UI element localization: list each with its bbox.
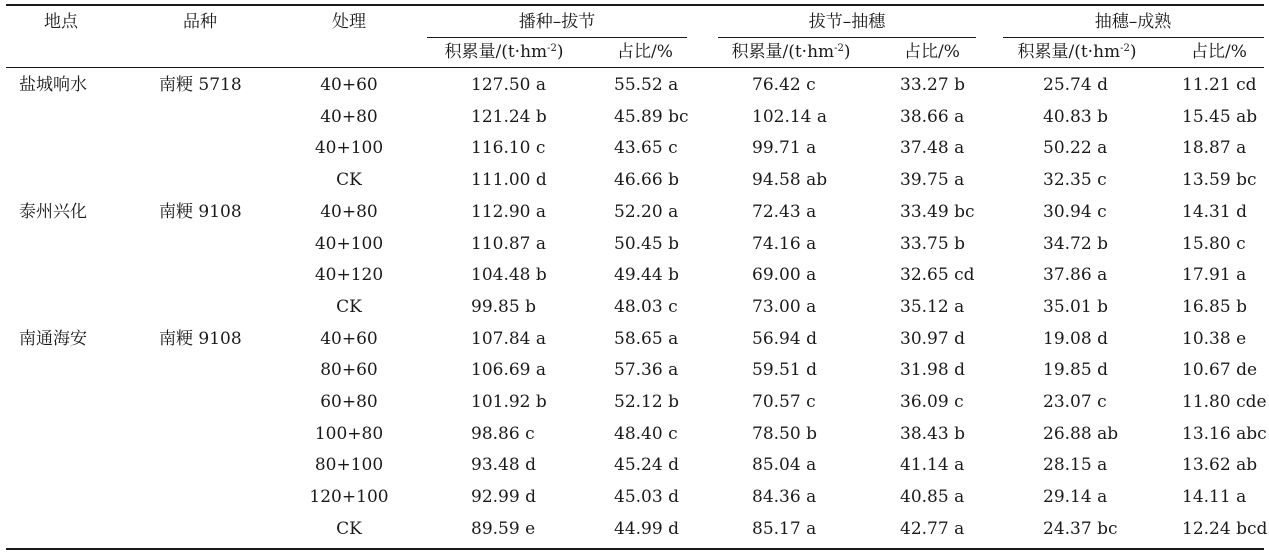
ratio-heading-maturity-cell: 12.24 bcd (1182, 519, 1268, 539)
header-variety: 品种 (183, 12, 217, 32)
accum-heading-maturity-cell: 19.85 d (1043, 360, 1108, 380)
ratio-sowing-jointing-cell: 55.52 a (614, 75, 679, 95)
ratio-jointing-heading-cell: 33.75 b (900, 234, 965, 254)
accum-heading-maturity-cell: 50.22 a (1043, 138, 1108, 158)
accum-sowing-jointing-cell: 99.85 b (471, 297, 536, 317)
accum-sowing-jointing-cell: 98.86 c (471, 424, 535, 444)
ratio-heading-maturity-cell: 16.85 b (1182, 297, 1247, 317)
treatment-cell: CK (336, 519, 362, 539)
accum-sowing-jointing-cell: 89.59 e (471, 519, 536, 539)
accum-heading-maturity-cell: 29.14 a (1043, 487, 1108, 507)
treatment-cell: 60+80 (320, 392, 378, 412)
ratio-sowing-jointing-cell: 45.03 d (614, 487, 679, 507)
accum-heading-maturity-cell: 37.86 a (1043, 265, 1108, 285)
accum-jointing-heading-cell: 85.17 a (752, 519, 817, 539)
accum-heading-maturity-cell: 25.74 d (1043, 75, 1108, 95)
accum-heading-maturity-cell: 32.35 c (1043, 170, 1107, 190)
ratio-heading-maturity-cell: 13.59 bc (1182, 170, 1257, 190)
location-label-2: 泰州兴化 (19, 202, 87, 222)
accum-sowing-jointing-cell: 121.24 b (471, 107, 547, 127)
treatment-cell: 80+60 (320, 360, 378, 380)
ratio-jointing-heading-cell: 37.48 a (900, 138, 965, 158)
treatment-cell: CK (336, 297, 362, 317)
ratio-sowing-jointing-cell: 48.40 c (614, 424, 678, 444)
ratio-jointing-heading-cell: 38.66 a (900, 107, 965, 127)
header-rule (6, 67, 1264, 68)
accum-jointing-heading-cell: 76.42 c (752, 75, 816, 95)
accum-jointing-heading-cell: 74.16 a (752, 234, 817, 254)
ratio-heading-maturity-cell: 13.16 abc (1182, 424, 1267, 444)
accum-sowing-jointing-cell: 92.99 d (471, 487, 536, 507)
ratio-jointing-heading-cell: 39.75 a (900, 170, 965, 190)
accum-jointing-heading-cell: 99.71 a (752, 138, 817, 158)
subheader-ratio-2: 占比/% (904, 42, 960, 62)
treatment-cell: 40+100 (314, 234, 384, 254)
ratio-heading-maturity-cell: 11.80 cde (1182, 392, 1267, 412)
accum-heading-maturity-cell: 19.08 d (1043, 329, 1108, 349)
accum-jointing-heading-cell: 73.00 a (752, 297, 817, 317)
ratio-heading-maturity-cell: 17.91 a (1182, 265, 1247, 285)
ratio-sowing-jointing-cell: 52.12 b (614, 392, 679, 412)
subheader-ratio-3: 占比/% (1191, 42, 1247, 62)
ratio-heading-maturity-cell: 10.38 e (1182, 329, 1247, 349)
ratio-sowing-jointing-cell: 44.99 d (614, 519, 679, 539)
variety-label-1: 南粳 5718 (159, 75, 242, 95)
ratio-heading-maturity-cell: 14.11 a (1182, 487, 1247, 507)
accum-jointing-heading-cell: 85.04 a (752, 455, 817, 475)
treatment-cell: 40+120 (314, 265, 384, 285)
ratio-heading-maturity-cell: 15.80 c (1182, 234, 1246, 254)
accum-heading-maturity-cell: 30.94 c (1043, 202, 1107, 222)
ratio-sowing-jointing-cell: 52.20 a (614, 202, 679, 222)
top-rule (6, 4, 1264, 6)
ratio-heading-maturity-cell: 10.67 de (1182, 360, 1258, 380)
accum-jointing-heading-cell: 70.57 c (752, 392, 816, 412)
ratio-sowing-jointing-cell: 50.45 b (614, 234, 679, 254)
header-stage-heading-maturity: 抽穗–成熟 (1094, 12, 1172, 32)
accum-heading-maturity-cell: 23.07 c (1043, 392, 1107, 412)
accum-sowing-jointing-cell: 127.50 a (471, 75, 547, 95)
treatment-cell: 40+60 (320, 75, 378, 95)
header-treatment: 处理 (332, 12, 366, 32)
ratio-jointing-heading-cell: 35.12 a (900, 297, 965, 317)
accum-jointing-heading-cell: 56.94 d (752, 329, 817, 349)
ratio-heading-maturity-cell: 14.31 d (1182, 202, 1247, 222)
accum-heading-maturity-cell: 24.37 bc (1043, 519, 1118, 539)
treatment-cell: CK (336, 170, 362, 190)
treatment-cell: 120+100 (309, 487, 389, 507)
accum-sowing-jointing-cell: 93.48 d (471, 455, 536, 475)
accum-jointing-heading-cell: 72.43 a (752, 202, 817, 222)
accum-sowing-jointing-cell: 104.48 b (471, 265, 547, 285)
ratio-heading-maturity-cell: 15.45 ab (1182, 107, 1258, 127)
ratio-jointing-heading-cell: 33.49 bc (900, 202, 975, 222)
accum-sowing-jointing-cell: 112.90 a (471, 202, 547, 222)
treatment-cell: 40+80 (320, 107, 378, 127)
accum-jointing-heading-cell: 84.36 a (752, 487, 817, 507)
header-stage-jointing-heading: 拔节–抽穗 (808, 12, 886, 32)
bottom-rule (6, 548, 1264, 550)
accum-jointing-heading-cell: 69.00 a (752, 265, 817, 285)
location-label-3: 南通海安 (19, 329, 87, 349)
subheader-ratio-1: 占比/% (617, 42, 673, 62)
accum-heading-maturity-cell: 28.15 a (1043, 455, 1108, 475)
group-underline-1 (427, 37, 687, 38)
header-stage-sowing-jointing: 播种–拔节 (518, 12, 596, 32)
accum-jointing-heading-cell: 78.50 b (752, 424, 817, 444)
treatment-cell: 40+60 (320, 329, 378, 349)
accum-sowing-jointing-cell: 111.00 d (471, 170, 547, 190)
ratio-sowing-jointing-cell: 48.03 c (614, 297, 678, 317)
ratio-jointing-heading-cell: 36.09 c (900, 392, 964, 412)
treatment-cell: 80+100 (314, 455, 384, 475)
accum-sowing-jointing-cell: 106.69 a (471, 360, 547, 380)
accum-sowing-jointing-cell: 107.84 a (471, 329, 547, 349)
ratio-sowing-jointing-cell: 58.65 a (614, 329, 679, 349)
ratio-jointing-heading-cell: 41.14 a (900, 455, 965, 475)
location-label-1: 盐城响水 (19, 75, 87, 95)
variety-label-2: 南粳 9108 (159, 202, 242, 222)
group-underline-3 (1003, 37, 1264, 38)
accum-jointing-heading-cell: 102.14 a (752, 107, 828, 127)
ratio-sowing-jointing-cell: 49.44 b (614, 265, 679, 285)
ratio-heading-maturity-cell: 18.87 a (1182, 138, 1247, 158)
accum-sowing-jointing-cell: 110.87 a (471, 234, 547, 254)
accum-sowing-jointing-cell: 101.92 b (471, 392, 547, 412)
accum-heading-maturity-cell: 40.83 b (1043, 107, 1108, 127)
accum-heading-maturity-cell: 35.01 b (1043, 297, 1108, 317)
ratio-jointing-heading-cell: 38.43 b (900, 424, 965, 444)
variety-label-3: 南粳 9108 (159, 329, 242, 349)
accum-jointing-heading-cell: 94.58 ab (752, 170, 828, 190)
header-location: 地点 (44, 12, 78, 32)
ratio-sowing-jointing-cell: 43.65 c (614, 138, 678, 158)
ratio-sowing-jointing-cell: 45.24 d (614, 455, 679, 475)
ratio-heading-maturity-cell: 13.62 ab (1182, 455, 1258, 475)
accum-heading-maturity-cell: 26.88 ab (1043, 424, 1119, 444)
treatment-cell: 100+80 (314, 424, 384, 444)
group-underline-2 (718, 37, 976, 38)
ratio-jointing-heading-cell: 42.77 a (900, 519, 965, 539)
ratio-jointing-heading-cell: 40.85 a (900, 487, 965, 507)
treatment-cell: 40+80 (320, 202, 378, 222)
ratio-jointing-heading-cell: 31.98 d (900, 360, 965, 380)
ratio-heading-maturity-cell: 11.21 cd (1182, 75, 1257, 95)
treatment-cell: 40+100 (314, 138, 384, 158)
subheader-accum-1: 积累量$/(t\cdot hm^{-2})$ (444, 42, 564, 62)
accum-jointing-heading-cell: 59.51 d (752, 360, 817, 380)
ratio-sowing-jointing-cell: 57.36 a (614, 360, 679, 380)
ratio-sowing-jointing-cell: 46.66 b (614, 170, 679, 190)
ratio-jointing-heading-cell: 32.65 cd (900, 265, 975, 285)
accum-heading-maturity-cell: 34.72 b (1043, 234, 1108, 254)
subheader-accum-2: 积累量$/(t\cdot hm^{-2})$ (731, 42, 851, 62)
ratio-jointing-heading-cell: 30.97 d (900, 329, 965, 349)
accum-sowing-jointing-cell: 116.10 c (471, 138, 546, 158)
ratio-jointing-heading-cell: 33.27 b (900, 75, 965, 95)
subheader-accum-3: 积累量$/(t\cdot hm^{-2})$ (1017, 42, 1137, 62)
ratio-sowing-jointing-cell: 45.89 bc (614, 107, 689, 127)
